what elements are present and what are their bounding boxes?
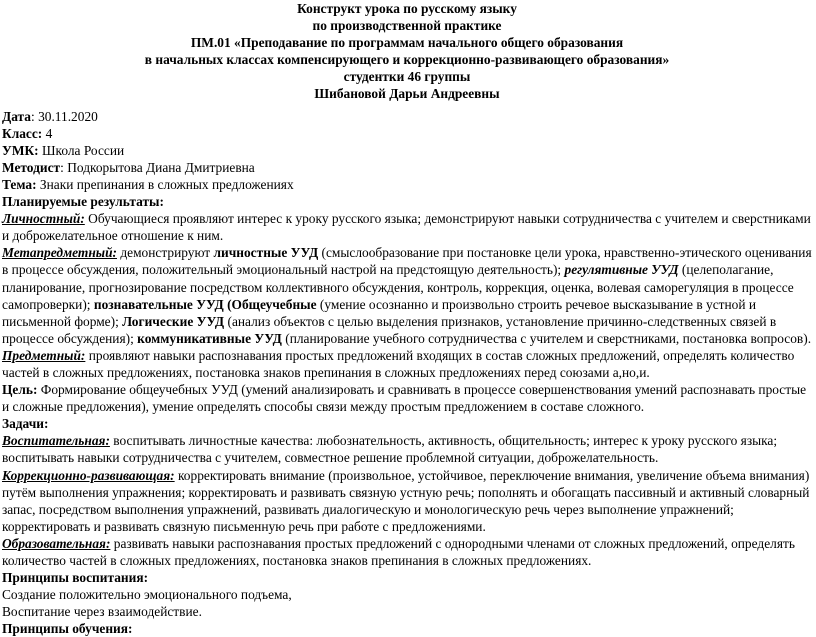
educational-text: воспитывать личностные качества: любознательность, активность, общительность; интерес к уроку русского языка; воспитывать навыки сотрудничества с учителем, совместное решение проблемной ситуации, доброжелательность.: [2, 433, 778, 466]
date-value: : 30.11.2020: [31, 108, 98, 124]
header-line-5: студентки 46 группы: [343, 69, 471, 85]
task-correctional: [2, 467, 812, 535]
class-line: [2, 125, 812, 142]
tasks-heading: Задачи:: [2, 416, 49, 432]
goal-line: [2, 381, 812, 415]
metasubject-text-5: (анализ объектов с целью выделения признаков, установление причинно-следственных связей в процессе обсуждения);: [2, 313, 777, 346]
methodist-line: [2, 159, 812, 176]
metasubject-text-4: (умение осознанно и произвольно строить речевое высказывание в устной и письменной форме);: [2, 296, 757, 329]
personal-result: [2, 210, 812, 244]
personal-uud-term: личностные УУД: [213, 245, 319, 261]
topic-value: Знаки препинания в сложных предложениях: [36, 176, 294, 192]
subject-result: [2, 347, 812, 381]
logical-uud-term: Логические УУД: [122, 313, 225, 329]
correctional-label: Коррекционно-развивающая:: [2, 467, 175, 483]
communicative-uud-term: коммуникативные УУД: [137, 330, 282, 346]
personal-text: Обучающиеся проявляют интерес к уроку русского языка; демонстрируют навыки сотрудничества с учителем и сверстниками и доброжелательное отношение к ним.: [2, 211, 811, 244]
class-value: 4: [42, 125, 53, 141]
header-line-1: Конструкт урока по русскому языку: [297, 1, 517, 16]
planned-results-heading: Планируемые результаты:: [2, 194, 164, 210]
metasubject-label: Метапредметный:: [2, 245, 117, 261]
umk-value: Школа России: [38, 142, 125, 158]
correctional-text: корректировать внимание (произвольное, устойчивое, переключение внимания, увеличение объема внимания) путём выполнения упражнения; корректировать и развивать связную устную речь; пополнять и обогащать пассивный и активный словарный запас, посредством выполнения упражнений, развивать диалогическую и монологическую речь через выполнение упражнений; корректировать и развивать связную письменную речь при работе с предложениями.: [2, 467, 810, 534]
goal-text: Формирование общеучебных УУД (умений анализировать и сравнивать в процессе совершенствования умений распознавать простые и сложные предложения), умение определять способы связи между простым предложением в составе сложного.: [2, 382, 807, 415]
metasubject-result: [2, 244, 812, 347]
task-educational: [2, 432, 812, 466]
date-line: [2, 108, 812, 125]
topic-line: [2, 176, 812, 193]
topic-label: Тема:: [2, 176, 37, 192]
methodist-label: Методист: [2, 159, 61, 175]
regulatory-uud-term: регулятивные УУД: [564, 262, 679, 278]
personal-label: Личностный:: [2, 211, 85, 227]
umk-label: УМК:: [2, 142, 39, 158]
learning-principles-heading: Принципы обучения:: [2, 621, 133, 637]
upbringing-principle-1: Создание положительно эмоционального подъема,: [2, 587, 292, 603]
goal-label: Цель:: [2, 382, 38, 398]
class-label: Класс:: [2, 125, 43, 141]
upbringing-principle-2: Воспитание через взаимодействие.: [2, 604, 202, 620]
header-line-4: в начальных классах компенсирующего и коррекционно-развивающего образования»: [144, 52, 670, 68]
header-line-3: ПМ.01 «Преподавание по программам начального общего образования: [190, 35, 624, 51]
metasubject-text-3: (целеполагание, планирование, прогнозирование посредством коллективного обсуждения, контроль, коррекция, оценка, волевая саморегуляция в процессе самопроверки);: [2, 262, 794, 312]
metasubject-text-6: (планирование учебного сотрудничества с учителем и сверстниками, постановка вопросов).: [281, 330, 812, 346]
subject-label: Предметный:: [2, 347, 86, 363]
header-line-6: Шибановой Дарьи Андреевны: [314, 86, 500, 102]
learning-label: Образовательная:: [2, 535, 111, 551]
metasubject-text-1: демонстрируют: [116, 245, 214, 261]
task-learning: [2, 535, 812, 569]
date-label: Дата: [2, 108, 31, 124]
metasubject-text-2: (смыслообразование при постановке цели урока, нравственно-этического оценивания в процессе обсуждения, положительный эмоциональный настрой на предстоящую деятельность);: [2, 245, 812, 278]
educational-label: Воспитательная:: [2, 433, 110, 449]
learning-text: развивать навыки распознавания простых предложений с однородными членами от сложных предложений, определять количество частей в сложных предложениях, постановка знаков препинания в сложных предложениях.: [2, 535, 795, 568]
cognitive-uud-term: познавательные УУД (Общеучебные: [93, 296, 317, 312]
methodist-value: : Подкорытова Диана Дмитриевна: [60, 159, 255, 175]
umk-line: [2, 142, 812, 159]
header-line-2: по производственной практике: [312, 18, 502, 34]
subject-text: проявляют навыки распознавания простых предложений входящих в состав сложных предложений, определять количество частей в сложных предложениях, постановка знаков препинания в сложных предложениях перед союзами а,но,и.: [2, 347, 795, 380]
upbringing-principles-heading: Принципы воспитания:: [2, 570, 149, 586]
